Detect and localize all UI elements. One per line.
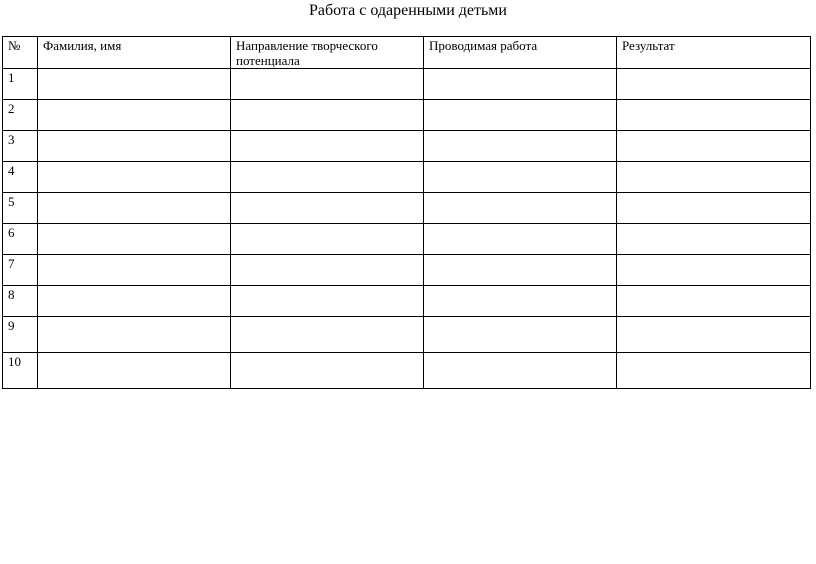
cell-result[interactable] (617, 193, 811, 224)
table-row (3, 193, 811, 224)
table-row (3, 162, 811, 193)
cell-work-done[interactable] (424, 255, 617, 286)
cell-creative-direction[interactable] (231, 255, 424, 286)
cell-creative-direction[interactable] (231, 317, 424, 353)
table-row (3, 100, 811, 131)
table-row (3, 286, 811, 317)
cell-work-done[interactable] (424, 193, 617, 224)
cell-name[interactable] (38, 224, 231, 255)
cell-result[interactable] (617, 69, 811, 100)
row-number: 10 (3, 353, 38, 389)
cell-work-done[interactable] (424, 224, 617, 255)
cell-name[interactable] (38, 193, 231, 224)
cell-result[interactable] (617, 224, 811, 255)
row-number: 3 (3, 131, 38, 162)
data-table (2, 36, 811, 389)
cell-name[interactable] (38, 255, 231, 286)
cell-creative-direction[interactable] (231, 131, 424, 162)
row-number: 6 (3, 224, 38, 255)
table-header-row (3, 37, 811, 69)
cell-name[interactable] (38, 162, 231, 193)
cell-name[interactable] (38, 286, 231, 317)
cell-result[interactable] (617, 100, 811, 131)
cell-work-done[interactable] (424, 69, 617, 100)
cell-creative-direction[interactable] (231, 353, 424, 389)
cell-name[interactable] (38, 100, 231, 131)
cell-creative-direction[interactable] (231, 193, 424, 224)
cell-work-done[interactable] (424, 131, 617, 162)
cell-name[interactable] (38, 317, 231, 353)
cell-result[interactable] (617, 317, 811, 353)
cell-result[interactable] (617, 255, 811, 286)
cell-creative-direction[interactable] (231, 286, 424, 317)
cell-result[interactable] (617, 353, 811, 389)
cell-work-done[interactable] (424, 162, 617, 193)
table-row (3, 317, 811, 353)
table-row (3, 69, 811, 100)
cell-creative-direction[interactable] (231, 69, 424, 100)
cell-result[interactable] (617, 286, 811, 317)
row-number: 2 (3, 100, 38, 131)
header-work-done: Проводимая работа (424, 37, 617, 69)
cell-work-done[interactable] (424, 353, 617, 389)
cell-name[interactable] (38, 131, 231, 162)
row-number: 5 (3, 193, 38, 224)
row-number: 8 (3, 286, 38, 317)
header-creative-direction: Направление творческого потенциала (231, 37, 424, 69)
cell-work-done[interactable] (424, 286, 617, 317)
cell-creative-direction[interactable] (231, 162, 424, 193)
cell-work-done[interactable] (424, 100, 617, 131)
row-number: 4 (3, 162, 38, 193)
row-number: 9 (3, 317, 38, 353)
table-row (3, 255, 811, 286)
header-result: Результат (617, 37, 811, 69)
cell-creative-direction[interactable] (231, 224, 424, 255)
table-row (3, 353, 811, 389)
row-number: 7 (3, 255, 38, 286)
page-title: Работа с одаренными детьми (309, 2, 507, 19)
cell-result[interactable] (617, 162, 811, 193)
row-number: 1 (3, 69, 38, 100)
header-name: Фамилия, имя (38, 37, 231, 69)
cell-name[interactable] (38, 353, 231, 389)
cell-result[interactable] (617, 131, 811, 162)
cell-work-done[interactable] (424, 317, 617, 353)
cell-name[interactable] (38, 69, 231, 100)
table-row (3, 131, 811, 162)
cell-creative-direction[interactable] (231, 100, 424, 131)
table-row (3, 224, 811, 255)
header-number: № (3, 37, 38, 69)
